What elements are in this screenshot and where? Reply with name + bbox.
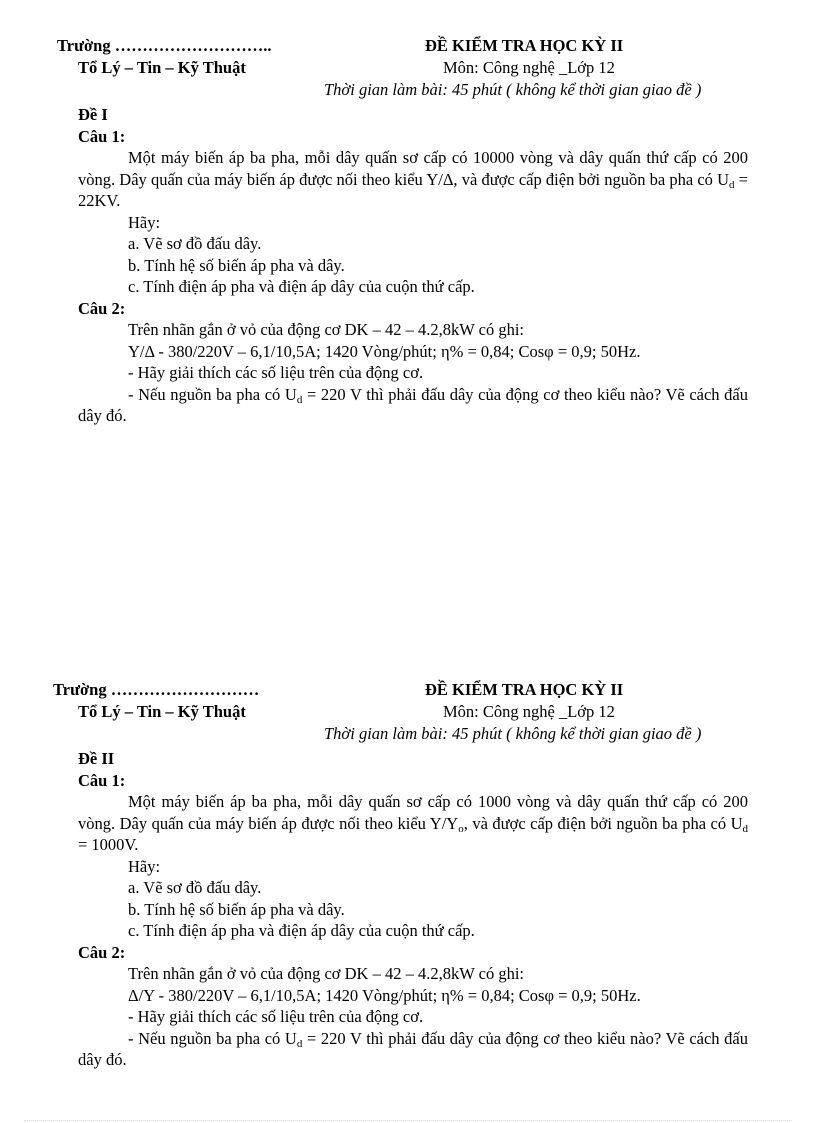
question-1-text: Một máy biến áp ba pha, mỗi dây quấn sơ cấp có 10000 vòng và dây quấn thứ cấp có 200 vòng. Dây quấn của máy biến áp được nối theo kiểu Y/Δ, và được cấp điện bởi nguồn ba pha có $U_d = 22KV$. [78,148,748,210]
question-1-intro: Hãy: [128,856,161,876]
exam-label: Đề II [78,749,115,768]
question-1-part-a: a. Vẽ sơ đồ đấu dây. [128,878,262,897]
school-name: Trường ……………………… [53,680,260,699]
question-2-line-2: Δ/Y - 380/220V – 6,1/10,5A; 1420 Vòng/phút; η% = 0,84; Cosφ = 0,9; 50Hz. [128,985,641,1005]
subject: Môn: Công nghệ _Lớp 12 [443,58,615,77]
question-1-part-b: b. Tính hệ số biến áp pha và dây. [128,255,345,275]
exam-title: ĐỀ KIỂM TRA HỌC KỲ II [425,680,624,699]
question-2-line-1: Trên nhãn gắn ở vỏ của động cơ DK – 42 – 4.2,8kW có ghi: [128,964,524,983]
time-limit: Thời gian làm bài: 45 phút ( không kể thời gian giao đề ) [324,724,702,743]
question-1-part-a: a. Vẽ sơ đồ đấu dây. [128,234,262,253]
question-1-part-b: b. Tính hệ số biến áp pha và dây. [128,899,345,919]
question-1-text: Một máy biến áp ba pha, mỗi dây quấn sơ cấp có 1000 vòng và dây quấn thứ cấp có 200 vòng. Dây quấn của máy biến áp được nối theo kiểu $Y/Y_o$, và được cấp điện bởi nguồn ba pha có $U_d = 1000V$. [78,792,748,854]
page-footer-divider [24,1120,792,1121]
exam-title: ĐỀ KIỂM TRA HỌC KỲ II [425,36,624,55]
exam-1-content [78,104,748,427]
question-2-title: Câu 2: [78,942,126,962]
question-1-title: Câu 1: [78,770,126,790]
exam-2 [0,680,816,1069]
question-2-line-3: - Hãy giải thích các số liệu trên của động cơ. [128,1007,424,1026]
question-1-intro: Hãy: [128,212,161,232]
exam-2-content [78,748,748,1071]
exam-label: Đề I [78,105,108,124]
exam-1 [0,36,816,425]
department: Tổ Lý – Tin – Kỹ Thuật [78,58,246,77]
question-2-line-2: Y/Δ - 380/220V – 6,1/10,5A; 1420 Vòng/phút; η% = 0,84; Cosφ = 0,9; 50Hz. [128,341,641,361]
question-2-line-1: Trên nhãn gắn ở vỏ của động cơ DK – 42 – 4.2,8kW có ghi: [128,320,524,339]
question-2-line-4: - Nếu nguồn ba pha có $U_d = 220$ V thì phải đấu dây của động cơ theo kiểu nào? Vẽ cách đấu dây đó. [78,1028,748,1069]
time-limit: Thời gian làm bài: 45 phút ( không kể thời gian giao đề ) [324,80,702,99]
department: Tổ Lý – Tin – Kỹ Thuật [78,702,246,721]
question-1-part-c: c. Tính điện áp pha và điện áp dây của cuộn thứ cấp. [128,921,475,940]
question-2-line-4: - Nếu nguồn ba pha có $U_d = 220$ V thì phải đấu dây của động cơ theo kiểu nào? Vẽ cách đấu dây đó. [78,384,748,425]
school-name: Trường ……………………….. [57,36,272,55]
question-1-title: Câu 1: [78,126,126,146]
question-1-part-c: c. Tính điện áp pha và điện áp dây của cuộn thứ cấp. [128,277,475,296]
subject: Môn: Công nghệ _Lớp 12 [443,702,615,721]
question-2-title: Câu 2: [78,298,126,318]
question-2-line-3: - Hãy giải thích các số liệu trên của động cơ. [128,363,424,382]
